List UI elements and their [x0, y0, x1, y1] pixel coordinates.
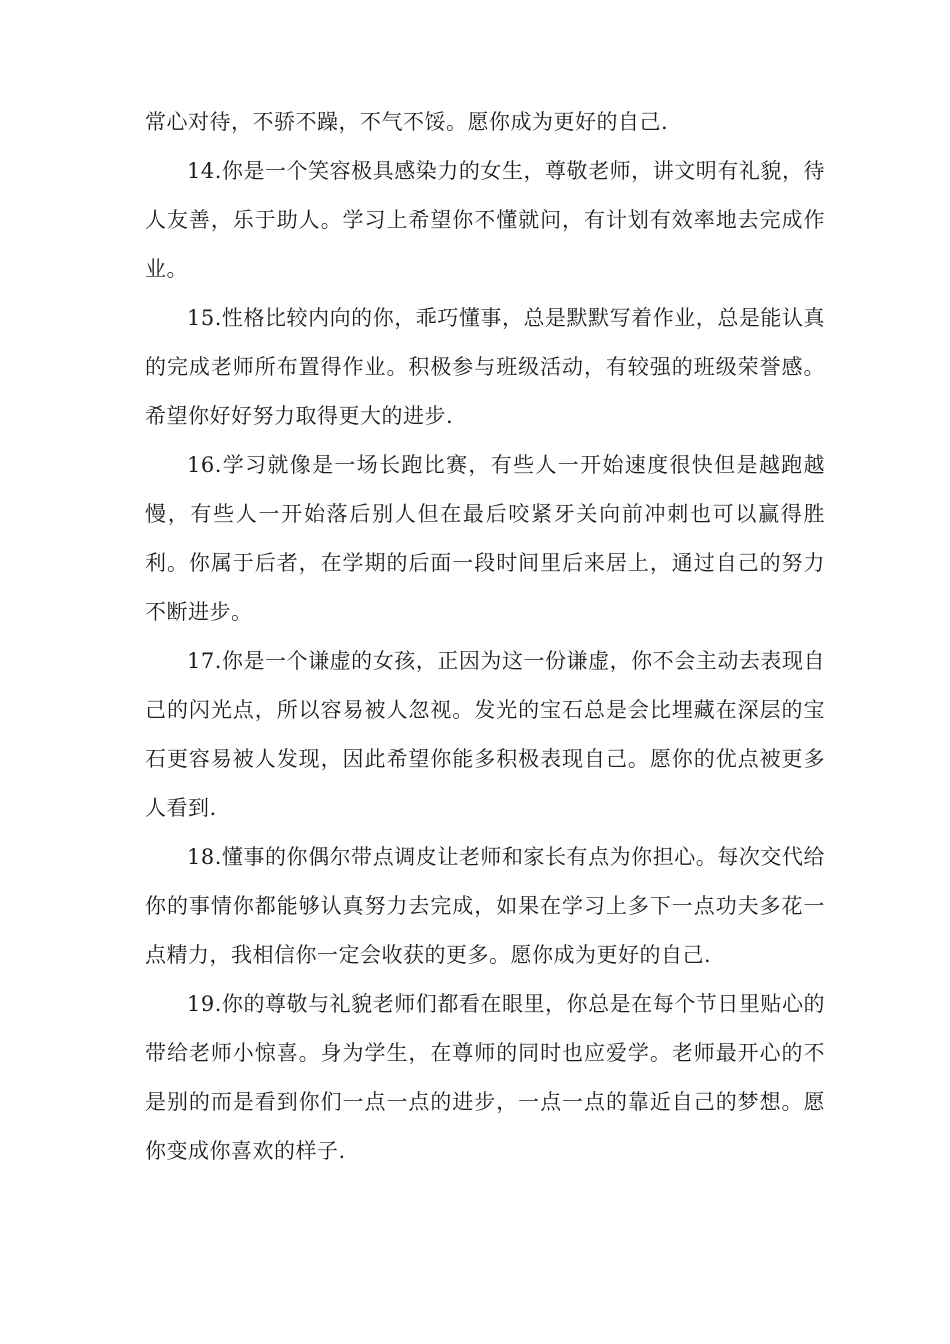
paragraph-16: 16.学习就像是一场长跑比赛，有些人一开始速度很快但是越跑越慢，有些人一开始落后别人但在最后咬紧牙关向前冲刺也可以赢得胜利。你属于后者，在学期的后面一段时间里后来居上，通过自己的努力不断进步。 [145, 453, 825, 624]
paragraph-17: 17.你是一个谦虚的女孩，正因为这一份谦虚，你不会主动去表现自己的闪光点，所以容易被人忽视。发光的宝石总是会比埋藏在深层的宝石更容易被人发现，因此希望你能多积极表现自己。愿你的优点被更多人看到. [145, 649, 825, 820]
paragraph-19: 19.你的尊敬与礼貌老师们都看在眼里，你总是在每个节日里贴心的带给老师小惊喜。身为学生，在尊师的同时也应爱学。老师最开心的不是别的而是看到你们一点一点的进步，一点一点的靠近自己的梦想。愿你变成你喜欢的样子. [145, 992, 825, 1163]
paragraph-14: 14.你是一个笑容极具感染力的女生，尊敬老师，讲文明有礼貌，待人友善，乐于助人。学习上希望你不懂就问，有计划有效率地去完成作业。 [145, 159, 825, 281]
paragraph-15: 15.性格比较内向的你，乖巧懂事，总是默默写着作业，总是能认真的完成老师所布置得作业。积极参与班级活动，有较强的班级荣誉感。希望你好好努力取得更大的进步. [145, 306, 825, 428]
document-body [145, 98, 825, 1176]
paragraph-continuation: 常心对待，不骄不躁，不气不馁。愿你成为更好的自己. [145, 110, 669, 134]
paragraph-18: 18.懂事的你偶尔带点调皮让老师和家长有点为你担心。每次交代给你的事情你都能够认真努力去完成，如果在学习上多下一点功夫多花一点精力，我相信你一定会收获的更多。愿你成为更好的自己. [145, 845, 825, 967]
